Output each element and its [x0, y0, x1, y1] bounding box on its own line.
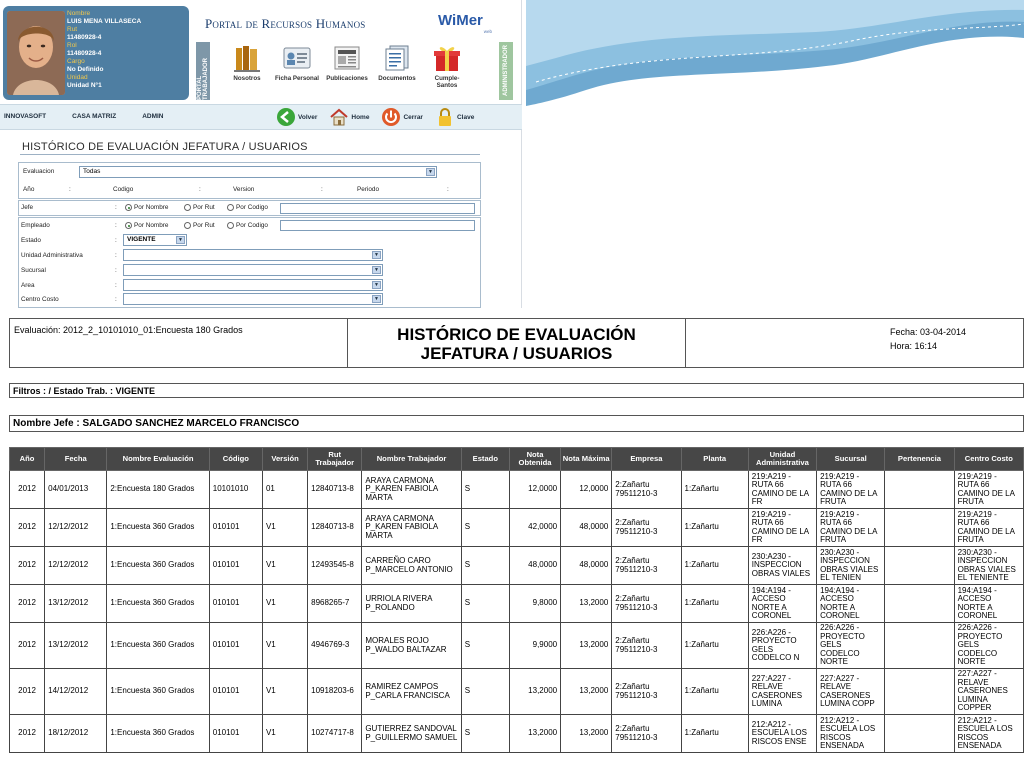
- table-cell: 2:Zañartu 79511210-3: [612, 715, 681, 753]
- table-cell: RAMIREZ CAMPOS P_CARLA FRANCISCA: [362, 669, 461, 715]
- table-cell: V1: [262, 715, 307, 753]
- report-title-line1: HISTÓRICO DE EVALUACIÓN: [397, 325, 636, 344]
- column-header: Unidad Administrativa: [748, 448, 816, 471]
- table-cell: 2:Zañartu 79511210-3: [612, 471, 681, 509]
- gift-icon: [433, 44, 461, 72]
- profile-photo: [7, 11, 65, 95]
- report-evaluacion: Evaluación: 2012_2_10101010_01:Encuesta 180 Grados: [10, 319, 348, 367]
- table-cell: 219:A219 - RUTA 66 CAMINO DE LA FR: [748, 509, 816, 547]
- lock-icon: [435, 107, 455, 127]
- table-cell: CARREÑO CARO P_MARCELO ANTONIO: [362, 547, 461, 585]
- table-cell: 212:A212 - ESCUELA LOS RISCOS ENSENADA: [817, 715, 885, 753]
- table-cell: [885, 715, 954, 753]
- report-jefe: Nombre Jefe : SALGADO SANCHEZ MARCELO FRANCISCO: [9, 415, 1024, 432]
- table-cell: 12840713-8: [308, 471, 362, 509]
- table-cell: 12/12/2012: [45, 509, 107, 547]
- chevron-down-icon: ▼: [372, 266, 381, 274]
- table-cell: 13,2000: [509, 669, 560, 715]
- centro-costo-select[interactable]: [123, 293, 383, 305]
- section-divider: [20, 154, 480, 155]
- table-cell: 2012: [10, 623, 45, 669]
- table-cell: S: [461, 471, 509, 509]
- table-cell: S: [461, 585, 509, 623]
- table-cell: [885, 471, 954, 509]
- table-cell: 1:Zañartu: [681, 509, 748, 547]
- table-cell: 227:A227 - RELAVE CASERONES LUMINA COPPER: [954, 669, 1023, 715]
- table-cell: 48,0000: [509, 547, 560, 585]
- portal-trabajador-tab[interactable]: PORTAL TRABAJADOR: [196, 42, 210, 100]
- table-header-row: [10, 448, 1024, 471]
- table-cell: 2012: [10, 547, 45, 585]
- table-cell: 13/12/2012: [45, 585, 107, 623]
- table-row: [10, 715, 1024, 753]
- table-cell: ARAYA CARMONA P_KAREN FABIOLA MARTA: [362, 509, 461, 547]
- column-header: Rut Trabajador: [308, 448, 362, 471]
- table-cell: 010101: [209, 669, 262, 715]
- table-row: [10, 509, 1024, 547]
- profile-rol-label: Rol: [67, 42, 77, 49]
- table-cell: 42,0000: [509, 509, 560, 547]
- table-cell: V1: [262, 547, 307, 585]
- colon: :: [115, 282, 117, 289]
- table-cell: 1:Encuesta 360 Grados: [107, 623, 209, 669]
- table-cell: 48,0000: [561, 509, 612, 547]
- table-row: [10, 623, 1024, 669]
- table-cell: S: [461, 669, 509, 715]
- table-cell: URRIOLA RIVERA P_ROLANDO: [362, 585, 461, 623]
- table-cell: 10274717-8: [308, 715, 362, 753]
- table-cell: 12493545-8: [308, 547, 362, 585]
- table-cell: 219:A219 - RUTA 66 CAMINO DE LA FRUTA: [954, 471, 1023, 509]
- id-card-icon: [283, 44, 311, 72]
- table-cell: 12,0000: [561, 471, 612, 509]
- module-label: Nosotros: [233, 75, 261, 82]
- power-icon: [381, 107, 401, 127]
- table-cell: V1: [262, 669, 307, 715]
- table-cell: 2012: [10, 585, 45, 623]
- empleado-search-input[interactable]: [280, 220, 475, 231]
- table-cell: 226:A226 - PROYECTO GELS CODELCO N: [748, 623, 816, 669]
- table-cell: 226:A226 - PROYECTO GELS CODELCO NORTE: [954, 623, 1023, 669]
- table-cell: 230:A230 - INSPECCION OBRAS VIALES: [748, 547, 816, 585]
- report-title: [348, 319, 686, 367]
- column-header: Estado: [461, 448, 509, 471]
- column-header: Planta: [681, 448, 748, 471]
- column-header: Centro Costo: [954, 448, 1023, 471]
- module-ficha-personal[interactable]: [272, 44, 322, 89]
- chevron-down-icon: ▼: [372, 295, 381, 303]
- profile-nombre: LUIS MENA VILLASECA: [67, 18, 142, 25]
- colon: :: [115, 267, 117, 274]
- table-cell: 1:Zañartu: [681, 471, 748, 509]
- table-cell: 2:Zañartu 79511210-3: [612, 669, 681, 715]
- cerrar-button[interactable]: Cerrar: [381, 107, 423, 127]
- table-cell: 8968265-7: [308, 585, 362, 623]
- area-label: Area: [21, 282, 35, 289]
- table-cell: 2012: [10, 669, 45, 715]
- jefe-por-nombre-radio[interactable]: Por Nombre: [125, 204, 168, 211]
- table-cell: 1:Zañartu: [681, 715, 748, 753]
- table-cell: 194:A194 - ACCESO NORTE A CORONEL: [817, 585, 885, 623]
- home-icon: [329, 107, 349, 127]
- table-cell: 48,0000: [561, 547, 612, 585]
- table-cell: 10101010: [209, 471, 262, 509]
- centro-costo-label: Centro Costo: [21, 296, 59, 303]
- table-cell: 2:Zañartu 79511210-3: [612, 509, 681, 547]
- profile-nombre-label: Nombre: [67, 10, 91, 17]
- administrador-tab[interactable]: ADMINISTRADOR: [499, 42, 513, 100]
- table-cell: 230:A230 - INSPECCION OBRAS VIALES EL TENIEN: [817, 547, 885, 585]
- decorative-wave: [526, 0, 1024, 110]
- report-filtros: Filtros : / Estado Trab. : VIGENTE: [9, 383, 1024, 398]
- module-documentos[interactable]: [372, 44, 422, 89]
- evaluacion-filter-box: [18, 162, 481, 199]
- empleado-por-codigo-radio[interactable]: Por Codigo: [227, 222, 268, 229]
- table-cell: 194:A194 - ACCESO NORTE A CORONEL: [954, 585, 1023, 623]
- profile-rut-label: Rut: [67, 26, 78, 33]
- jefe-label: Jefe: [21, 204, 34, 211]
- table-cell: S: [461, 623, 509, 669]
- chevron-down-icon: ▼: [372, 281, 381, 289]
- module-bar: [222, 44, 472, 89]
- column-header: Empresa: [612, 448, 681, 471]
- periodo-label: Periodo: [357, 186, 380, 193]
- column-header: Nombre Evaluación: [107, 448, 209, 471]
- module-publicaciones[interactable]: [322, 44, 372, 89]
- column-header: Código: [209, 448, 262, 471]
- table-cell: [885, 547, 954, 585]
- table-cell: 13,2000: [561, 715, 612, 753]
- module-nosotros[interactable]: [222, 44, 272, 89]
- empleado-filter-box: [18, 217, 481, 308]
- unidad-administrativa-label: Unidad Administrativa: [21, 252, 83, 259]
- table-row: [10, 547, 1024, 585]
- table-cell: V1: [262, 585, 307, 623]
- table-cell: 9,9000: [509, 623, 560, 669]
- table-cell: 010101: [209, 715, 262, 753]
- colon: :: [321, 186, 323, 193]
- table-cell: 230:A230 - INSPECCION OBRAS VIALES EL TENIENTE: [954, 547, 1023, 585]
- column-header: Pertenencia: [885, 448, 954, 471]
- column-header: Versión: [262, 448, 307, 471]
- table-body: [10, 471, 1024, 753]
- module-label: Documentos: [378, 75, 416, 82]
- profile-unidad-label: Unidad: [67, 74, 88, 81]
- sucursal-label: Sucursal: [21, 267, 46, 274]
- books-icon: [233, 44, 261, 72]
- estado-select[interactable]: VIGENTE ▼: [123, 234, 187, 246]
- table-cell: [885, 669, 954, 715]
- table-cell: V1: [262, 509, 307, 547]
- table-cell: 1:Encuesta 360 Grados: [107, 669, 209, 715]
- table-cell: 1:Zañartu: [681, 547, 748, 585]
- table-cell: 227:A227 - RELAVE CASERONES LUMINA: [748, 669, 816, 715]
- table-cell: 1:Encuesta 360 Grados: [107, 547, 209, 585]
- colon: :: [115, 296, 117, 303]
- table-cell: S: [461, 509, 509, 547]
- module-cumpleanos[interactable]: [422, 44, 472, 89]
- table-cell: 1:Zañartu: [681, 669, 748, 715]
- table-cell: 1:Encuesta 360 Grados: [107, 585, 209, 623]
- anio-label: Año: [23, 186, 35, 193]
- table-cell: 194:A194 - ACCESO NORTE A CORONEL: [748, 585, 816, 623]
- table-cell: 219:A219 - RUTA 66 CAMINO DE LA FRUTA: [817, 509, 885, 547]
- report-title-line2: JEFATURA / USUARIOS: [420, 344, 613, 363]
- table-cell: 212:A212 - ESCUELA LOS RISCOS ENSENADA: [954, 715, 1023, 753]
- table-cell: [885, 509, 954, 547]
- table-cell: 219:A219 - RUTA 66 CAMINO DE LA FRUTA: [817, 471, 885, 509]
- table-cell: 13,2000: [561, 585, 612, 623]
- version-label: Version: [233, 186, 255, 193]
- table-cell: 1:Encuesta 360 Grados: [107, 509, 209, 547]
- report-fecha: Fecha: 03-04-2014: [890, 327, 967, 337]
- table-cell: V1: [262, 623, 307, 669]
- evaluacion-label: Evaluacion: [23, 168, 55, 175]
- table-row: [10, 471, 1024, 509]
- nav-link-admin[interactable]: ADMIN: [142, 113, 164, 120]
- table-cell: 1:Encuesta 360 Grados: [107, 715, 209, 753]
- evaluation-table: [9, 447, 1024, 753]
- table-cell: 12840713-8: [308, 509, 362, 547]
- table-cell: 219:A219 - RUTA 66 CAMINO DE LA FR: [748, 471, 816, 509]
- table-cell: 2:Zañartu 79511210-3: [612, 547, 681, 585]
- profile-card: [3, 6, 189, 100]
- nav-link-casa-matriz[interactable]: CASA MATRIZ: [72, 113, 117, 120]
- clave-button[interactable]: Clave: [435, 107, 474, 127]
- colon: :: [447, 186, 449, 193]
- table-cell: ARAYA CARMONA P_KAREN FABIOLA MARTA: [362, 471, 461, 509]
- report-hora: Hora: 16:14: [890, 341, 938, 351]
- table-row: [10, 669, 1024, 715]
- profile-cargo: No Definido: [67, 66, 104, 73]
- profile-rol: 11480928-4: [67, 50, 102, 57]
- chevron-down-icon: ▼: [426, 168, 435, 176]
- estado-label: Estado: [21, 237, 41, 244]
- table-cell: 010101: [209, 547, 262, 585]
- empleado-por-nombre-radio[interactable]: Por Nombre: [125, 222, 168, 229]
- table-cell: GUTIERREZ SANDOVAL P_GUILLERMO SAMUEL: [362, 715, 461, 753]
- table-cell: 2:Encuesta 180 Grados: [107, 471, 209, 509]
- table-cell: 9,8000: [509, 585, 560, 623]
- colon: :: [115, 252, 117, 259]
- module-label: Ficha Personal: [274, 75, 320, 82]
- back-arrow-icon: [276, 107, 296, 127]
- jefe-por-rut-radio[interactable]: Por Rut: [184, 204, 215, 211]
- table-cell: 4946769-3: [308, 623, 362, 669]
- jefe-por-codigo-radio[interactable]: Por Codigo: [227, 204, 268, 211]
- empleado-label: Empleado: [21, 222, 50, 229]
- module-label: Publicaciones: [326, 75, 368, 82]
- colon: :: [69, 186, 71, 193]
- table-cell: 1:Zañartu: [681, 623, 748, 669]
- codigo-label: Codigo: [113, 186, 134, 193]
- table-cell: 010101: [209, 509, 262, 547]
- column-header: Nombre Trabajador: [362, 448, 461, 471]
- table-cell: 226:A226 - PROYECTO GELS CODELCO NORTE: [817, 623, 885, 669]
- home-button[interactable]: Home: [329, 107, 369, 127]
- column-header: Nota Obtenida: [509, 448, 560, 471]
- table-cell: 2012: [10, 471, 45, 509]
- table-cell: 2:Zañartu 79511210-3: [612, 623, 681, 669]
- table-cell: 212:A212 - ESCUELA LOS RISCOS ENSE: [748, 715, 816, 753]
- table-cell: 13,2000: [561, 669, 612, 715]
- table-cell: 2012: [10, 509, 45, 547]
- column-header: Año: [10, 448, 45, 471]
- profile-cargo-label: Cargo: [67, 58, 85, 65]
- unidad-administrativa-select[interactable]: [123, 249, 383, 261]
- table-cell: 18/12/2012: [45, 715, 107, 753]
- table-cell: 13/12/2012: [45, 623, 107, 669]
- table-cell: 2012: [10, 715, 45, 753]
- table-cell: 219:A219 - RUTA 66 CAMINO DE LA FRUTA: [954, 509, 1023, 547]
- table-cell: 12/12/2012: [45, 547, 107, 585]
- table-cell: 01: [262, 471, 307, 509]
- wimer-logo: WiMer web: [438, 12, 492, 34]
- newspaper-icon: [333, 44, 361, 72]
- filters-section-title: HISTÓRICO DE EVALUACIÓN JEFATURA / USUARIOS: [22, 141, 308, 153]
- table-cell: [885, 623, 954, 669]
- area-select[interactable]: [123, 279, 383, 291]
- documents-icon: [383, 44, 411, 72]
- table-cell: 04/01/2013: [45, 471, 107, 509]
- column-header: Fecha: [45, 448, 107, 471]
- profile-unidad: Unidad N°1: [67, 82, 102, 89]
- colon: :: [115, 237, 117, 244]
- chevron-down-icon: ▼: [372, 251, 381, 259]
- nav-link-innovasoft[interactable]: INNOVASOFT: [4, 113, 47, 120]
- evaluacion-select[interactable]: Todas ▼: [79, 166, 437, 178]
- colon: :: [115, 222, 117, 229]
- chevron-down-icon: ▼: [176, 236, 185, 244]
- jefe-filter-box: [18, 200, 481, 216]
- colon: :: [199, 186, 201, 193]
- table-cell: 14/12/2012: [45, 669, 107, 715]
- portal-window: [0, 0, 522, 308]
- table-cell: 227:A227 - RELAVE CASERONES LUMINA COPP: [817, 669, 885, 715]
- portal-title: Portal de Recursos Humanos: [205, 16, 366, 31]
- table-cell: 1:Zañartu: [681, 585, 748, 623]
- table-row: [10, 585, 1024, 623]
- empleado-por-rut-radio[interactable]: Por Rut: [184, 222, 215, 229]
- report-datetime: [686, 319, 1023, 367]
- table-cell: 010101: [209, 585, 262, 623]
- table-cell: [885, 585, 954, 623]
- table-cell: 2:Zañartu 79511210-3: [612, 585, 681, 623]
- volver-button[interactable]: Volver: [276, 107, 317, 127]
- jefe-search-input[interactable]: [280, 203, 475, 214]
- table-cell: MORALES ROJO P_WALDO BALTAZAR: [362, 623, 461, 669]
- table-cell: 12,0000: [509, 471, 560, 509]
- colon: :: [115, 204, 117, 211]
- report-header: [9, 318, 1024, 368]
- table-cell: 13,2000: [561, 623, 612, 669]
- table-cell: S: [461, 715, 509, 753]
- table-cell: S: [461, 547, 509, 585]
- nav-bar: [0, 104, 522, 130]
- sucursal-select[interactable]: [123, 264, 383, 276]
- column-header: Sucursal: [817, 448, 885, 471]
- module-label: Cumple- Santos: [434, 75, 460, 89]
- table-cell: 10918203-6: [308, 669, 362, 715]
- table-cell: 010101: [209, 623, 262, 669]
- profile-rut: 11480928-4: [67, 34, 102, 41]
- column-header: Nota Máxima: [561, 448, 612, 471]
- table-cell: 13,2000: [509, 715, 560, 753]
